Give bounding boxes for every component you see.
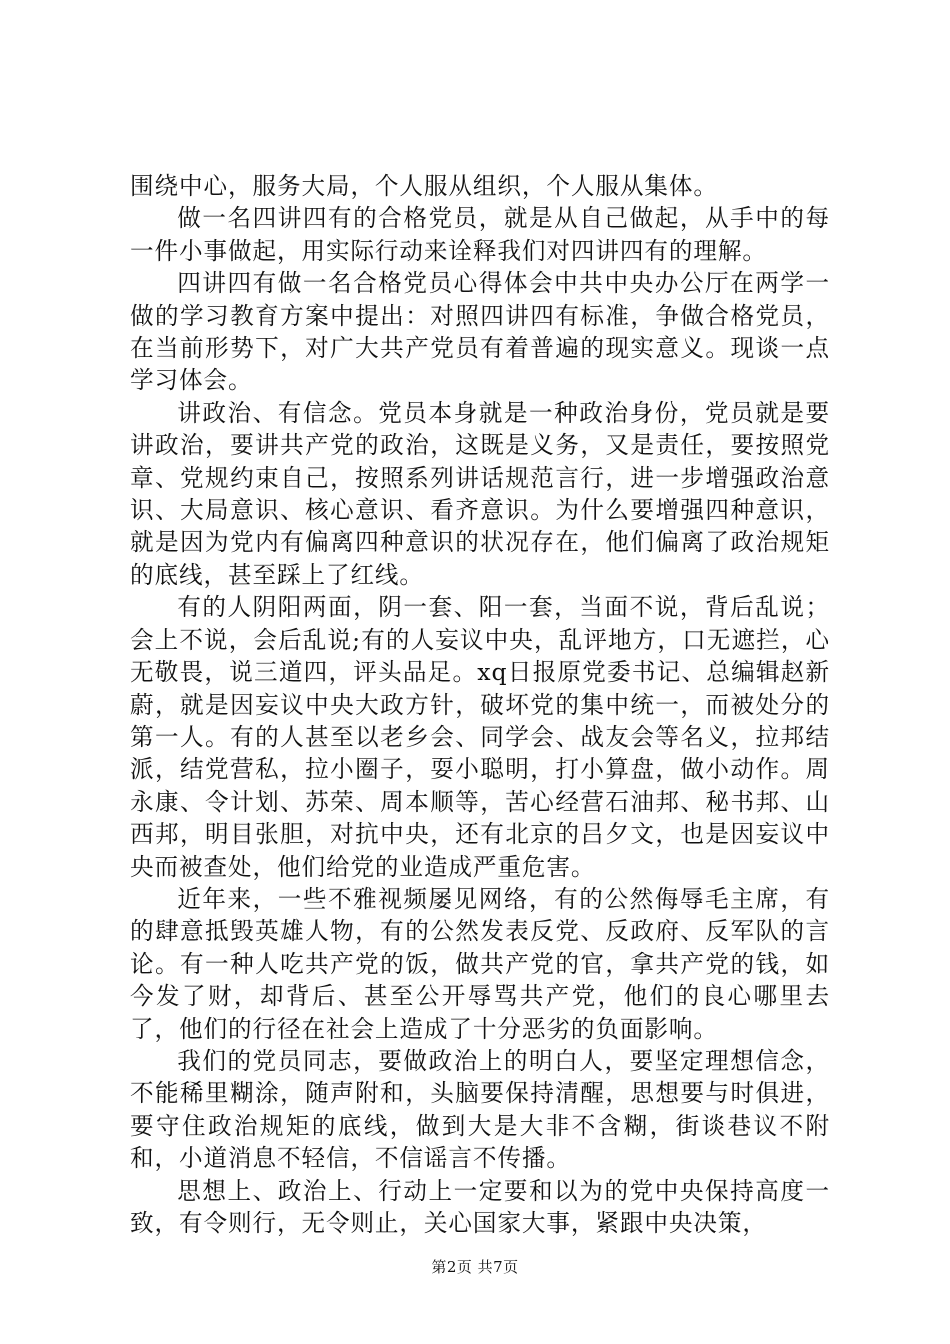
paragraph-3: 四讲四有做一名合格党员心得体会中共中央办公厅在两学一做的学习教育方案中提出：对照四讲四有标准，争做合格党员，在当前形势下，对广大共产党员有着普遍的现实意义。现谈一点学习体会。 (130, 269, 830, 395)
paragraph-6: 近年来，一些不雅视频屡见网络，有的公然侮辱毛主席，有的肆意抵毁英雄人物，有的公然发表反党、反政府、反军队的言论。有一种人吃共产党的饭，做共产党的官，拿共产党的钱，如今发了财，却背后、甚至公开辱骂共产党，他们的良心哪里去了，他们的行径在社会上造成了十分恶劣的负面影响。 (130, 884, 830, 1043)
paragraph-2: 做一名四讲四有的合格党员，就是从自己做起，从手中的每一件小事做起，用实际行动来诠释我们对四讲四有的理解。 (130, 204, 830, 265)
paragraph-4: 讲政治、有信念。党员本身就是一种政治身份，党员就是要讲政治，要讲共产党的政治，这既是义务，又是责任，要按照党章、党规约束自己，按照系列讲话规范言行，进一步增强政治意识、大局意识、核心意识、看齐意识。为什么要增强四种意识，就是因为党内有偏离四种意识的状况存在，他们偏离了政治规矩的底线，甚至踩上了红线。 (130, 398, 830, 589)
page-footer (0, 1256, 950, 1277)
page-number-label: 第2页 共7页 (431, 1258, 519, 1276)
paragraph-5: 有的人阴阳两面，阴一套、阳一套，当面不说，背后乱说；会上不说，会后乱说;有的人妄议中央，乱评地方，口无遮拦，心无敬畏，说三道四，评头品足。xq日报原党委书记、总编辑赵新蔚，就是因妄议中央大政方针，破坏党的集中统一，而被处分的第一人。有的人甚至以老乡会、同学会、战友会等名义，拉邦结派，结党营私，拉小圈子，耍小聪明，打小算盘，做小动作。周永康、令计划、苏荣、周本顺等，苦心经营石油邦、秘书邦、山西邦，明目张胆，对抗中央，还有北京的吕夕文，也是因妄议中央而被查处，他们给党的业造成严重危害。 (130, 593, 830, 881)
paragraph-7: 我们的党员同志，要做政治上的明白人，要坚定理想信念，不能稀里糊涂，随声附和，头脑要保持清醒，思想要与时俱进，要守住政治规矩的底线，做到大是大非不含糊，街谈巷议不附和，小道消息不轻信，不信谣言不传播。 (130, 1046, 830, 1173)
paragraph-8: 思想上、政治上、行动上一定要和以为的党中央保持高度一致，有令则行，无令则止，关心国家大事，紧跟中央决策， (130, 1176, 830, 1237)
paragraph-1: 围绕中心，服务大局，个人服从组织，个人服从集体。 (130, 172, 718, 200)
document-body (130, 170, 830, 1239)
